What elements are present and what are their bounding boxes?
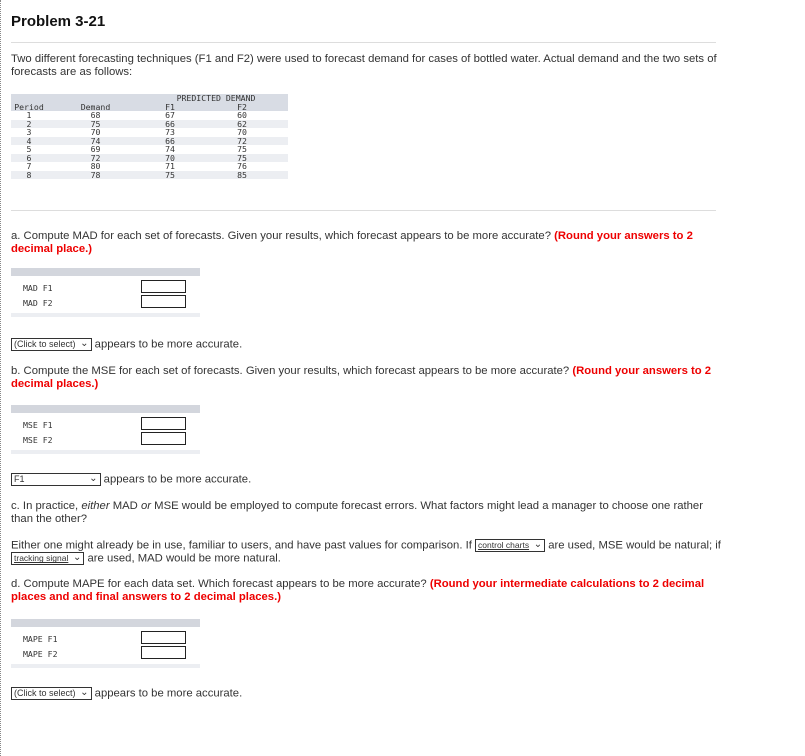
mad-f2-label: MAD F2 (23, 298, 53, 308)
part-c-answer-text-4: are used, MAD would be more natural. (87, 552, 281, 565)
part-d-question-text: d. Compute MAPE for each data set. Which forecast appears to be more accurate? (11, 578, 427, 590)
part-c-answer (11, 539, 723, 566)
mse-f1-label: MSE F1 (23, 420, 53, 430)
col-header-period: Period (11, 103, 47, 112)
cell: 67 (165, 110, 175, 120)
mape-f1-label: MAPE F1 (23, 634, 58, 644)
part-a-suffix: appears to be more accurate. (94, 338, 243, 351)
cell: 5 (26, 144, 32, 154)
tracking-signal-select[interactable] (11, 552, 84, 565)
problem-intro: Two different forecasting techniques (F1 and F2) were used to forecast demand for cases of bottled water. Actual demand and the two sets of forecasts are as follows: (11, 53, 717, 78)
mad-f2-input[interactable] (141, 295, 186, 308)
select-value: (Click to select) (14, 339, 76, 349)
mape-f1-row (11, 631, 200, 646)
chevron-down-icon: ⌄ (80, 687, 89, 698)
cell: 7 (26, 161, 32, 171)
cell: 80 (90, 161, 101, 171)
mad-f1-input[interactable] (141, 280, 186, 293)
part-c-question (11, 500, 723, 526)
col-header-f1: F1 (144, 103, 196, 112)
mse-f2-row (11, 432, 200, 447)
cell: 69 (90, 144, 101, 154)
mape-f2-row (11, 646, 200, 661)
part-d-suffix: appears to be more accurate. (94, 687, 243, 700)
cell: 1 (26, 110, 32, 120)
part-a-question (11, 230, 723, 256)
cell: 60 (237, 110, 247, 120)
mad-answer-block (11, 268, 200, 317)
select-value: tracking signal (14, 553, 69, 564)
cell: 78 (47, 171, 144, 180)
part-c-emphasis-2: or (140, 500, 152, 512)
block-footer-bar (11, 664, 200, 668)
cell: 66 (144, 120, 196, 129)
part-c-answer-text-3: natural; if (674, 539, 721, 552)
cell: 70 (144, 154, 196, 163)
cell: 4 (11, 137, 47, 146)
demand-table (11, 94, 288, 179)
cell: 73 (165, 127, 175, 137)
cell: 85 (196, 171, 288, 180)
cell: 75 (237, 144, 247, 154)
part-d-accuracy-row (11, 687, 242, 700)
table-row (11, 171, 288, 180)
part-d-instruction: (Round your intermediate calculations to 2 decimal places and and final answers to 2 decimal places.) (11, 578, 705, 603)
col-header-demand: Demand (47, 103, 144, 112)
part-b-question (11, 365, 723, 391)
cell: 72 (47, 154, 144, 163)
mse-f1-row (11, 417, 200, 432)
mape-f2-input[interactable] (141, 646, 186, 659)
cell: 70 (90, 127, 101, 137)
part-c-text-2: MAD (112, 500, 138, 512)
cell: 6 (11, 154, 47, 163)
select-value: control charts (478, 540, 530, 550)
cell: 62 (196, 120, 288, 129)
cell: 70 (237, 127, 247, 137)
part-b-instruction: (Round your answers to 2 decimal places.) (11, 365, 712, 390)
mape-f2-label: MAPE F2 (23, 649, 58, 659)
predicted-demand-header: PREDICTED DEMAND (144, 94, 288, 103)
part-b-accuracy-select[interactable] (11, 473, 101, 486)
part-b-suffix: appears to be more accurate. (103, 473, 252, 486)
select-value: (Click to select) (14, 688, 76, 698)
select-value: F1 (14, 474, 25, 484)
mse-f2-input[interactable] (141, 432, 186, 445)
col-header-f2: F2 (196, 103, 288, 112)
chevron-down-icon: ⌄ (89, 473, 98, 484)
cell: 72 (196, 137, 288, 146)
mad-f1-label: MAD F1 (23, 283, 53, 293)
part-a-accuracy-row (11, 338, 242, 351)
block-header-bar (11, 405, 200, 413)
problem-title: Problem 3-21 (11, 13, 106, 30)
part-c-emphasis-1: either (81, 500, 110, 512)
cell: 75 (196, 154, 288, 163)
part-d-accuracy-select[interactable] (11, 687, 92, 700)
chevron-down-icon: ⌄ (533, 539, 543, 550)
cell: 8 (11, 171, 47, 180)
block-header-bar (11, 268, 200, 276)
part-b-question-text: b. Compute the MSE for each set of forecasts. Given your results, which forecast appears to be more accurate? (11, 365, 570, 377)
part-a-instruction: (Round your answers to 2 decimal place.) (11, 230, 693, 255)
part-a-accuracy-select[interactable] (11, 338, 92, 351)
mad-f2-row (11, 295, 200, 310)
block-footer-bar (11, 450, 200, 454)
part-c-answer-text-1: Either one might already be in use, familiar to users, and have past values for comparison. If (11, 539, 472, 552)
part-a-question-text: a. Compute MAD for each set of forecasts. Given your results, which forecast appears to be more accurate? (11, 230, 551, 242)
part-d-question (11, 578, 723, 604)
part-b-accuracy-row (11, 473, 251, 486)
control-charts-select[interactable] (475, 539, 545, 552)
block-footer-bar (11, 313, 200, 317)
cell: 66 (144, 137, 196, 146)
part-c-text-1: c. In practice, (11, 500, 79, 512)
left-dotted-border (0, 0, 1, 756)
cell: 68 (90, 110, 101, 120)
mad-f1-row (11, 280, 200, 295)
section-divider (11, 210, 716, 211)
mse-f1-input[interactable] (141, 417, 186, 430)
cell: 74 (165, 144, 175, 154)
cell: 74 (47, 137, 144, 146)
part-c-answer-text-2: are used, MSE would be (548, 539, 672, 552)
mape-answer-block (11, 619, 200, 668)
cell: 71 (165, 161, 175, 171)
cell: 76 (237, 161, 247, 171)
cell: 3 (26, 127, 32, 137)
mse-f2-label: MSE F2 (23, 435, 53, 445)
cell: 75 (47, 120, 144, 129)
part-c-text-3: MSE would be employed to compute forecast errors. What factors might lead a manager to choose one rather than the other? (11, 500, 703, 525)
mse-answer-block (11, 405, 200, 454)
cell: 2 (11, 120, 47, 129)
title-divider (11, 42, 716, 43)
chevron-down-icon: ⌄ (80, 338, 89, 349)
cell: 75 (144, 171, 196, 180)
mape-f1-input[interactable] (141, 631, 186, 644)
block-header-bar (11, 619, 200, 627)
chevron-down-icon: ⌄ (72, 552, 82, 564)
